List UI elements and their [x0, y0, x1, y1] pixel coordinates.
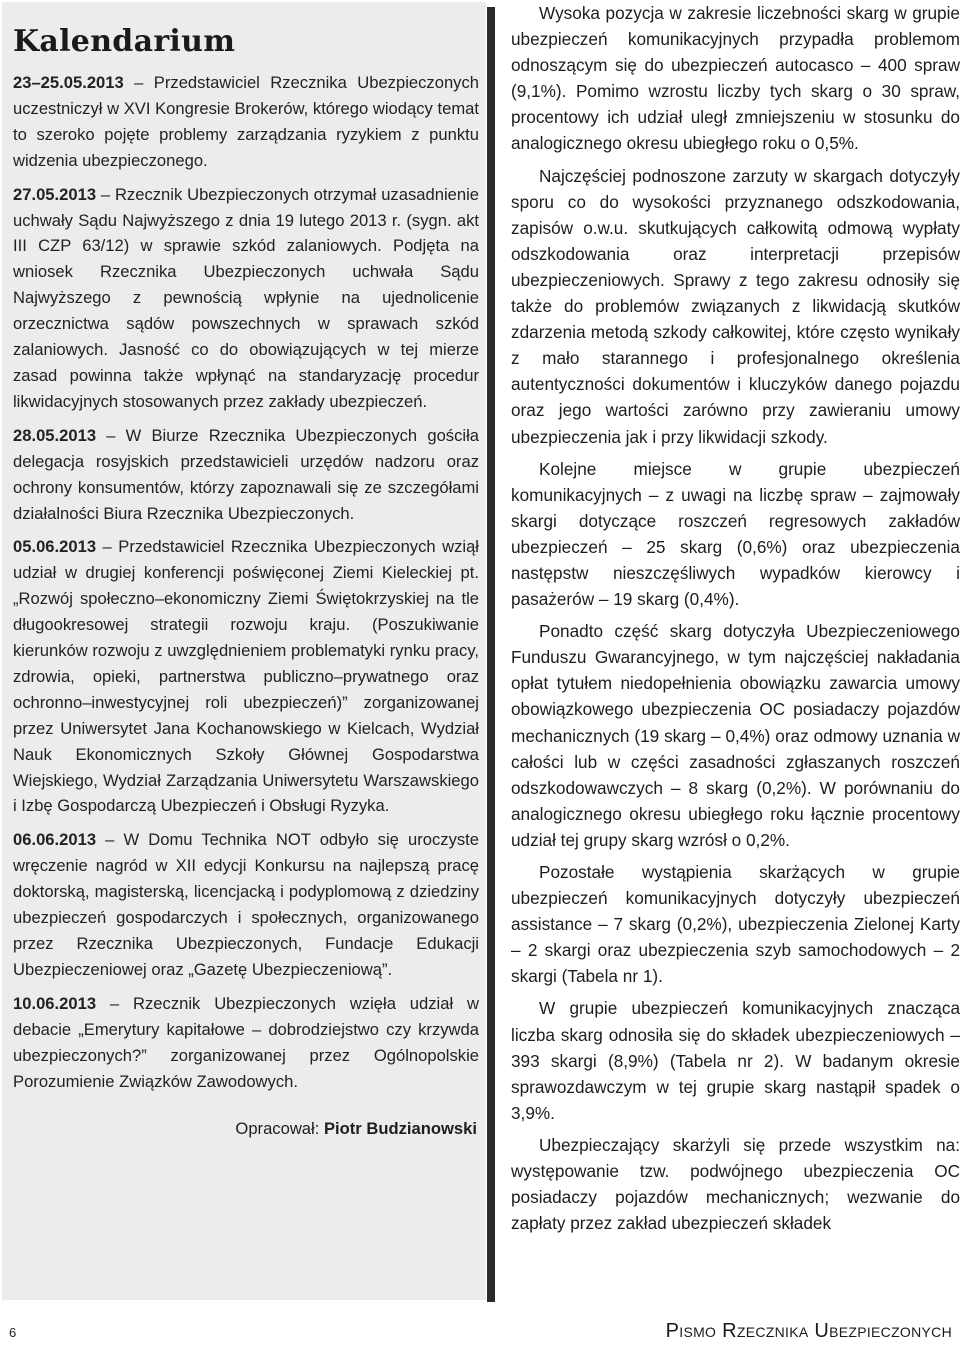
author-name: Piotr Budzianowski: [323, 1119, 477, 1139]
article-paragraph: Wysoka pozycja w zakresie liczebności skarg w grupie ubezpieczeń komunikacyjnych przypadła problemom odnoszącym się do ubezpieczeń autocasco – 400 spraw (9,1%). Pomimo wzrostu liczby tych skarg o 30 spraw, procentowy ich udział uległ zmniejszeniu w stosunku do analogicznego okresu ubiegłego roku o 0,5%.: [511, 3, 960, 154]
page-number: 6: [9, 1325, 17, 1340]
entry-text: – W Domu Technika NOT odbyło się uroczyste wręczenie nagród w XII edycji Konkursu na najlepszą pracę doktorską, magisterską, licencjacką i podyplomową z dziedziny ubezpieczeń gospodarczych i społecznych, organizowanego przez Rzecznika Ubezpieczonych, Fundacje Edukacji Ubezpieczeniowej oraz „Gazetę Ubezpieczeniową”.: [13, 830, 479, 979]
entry-date: 23–25.05.2013: [13, 73, 124, 92]
calendar-entry: [13, 423, 479, 527]
entry-text: – Przedstawiciel Rzecznika Ubezpieczonych wziął udział w drugiej konferencji poświęconej Ziemi Kieleckiej pt. „Rozwój społeczno–ekonomiczny Ziemi Świętokrzyskiej na tle długookresowej strategii rozwoju kraju. (Poszukiwanie kierunków rozwoju z uwzględnieniem problematyki rynku pracy, zdrowia, opieki, partnerstwa publiczno–prywatnego oraz ochronno–inwestycyjnej roli ubezpieczeń)” zorganizowanej przez Uniwersytet Jana Kochanowskiego w Kielcach, Wydział Nauk Ekonomicznych Szkoły Głównej Gospodarstwa Wiejskiego, Wydział Zarządzania Uniwersytetu Warszawskiego i Izbę Gospodarczą Ubezpieczeń i Obsługi Ryzyka.: [13, 537, 479, 816]
kalendarium-title: Kalendarium: [13, 24, 236, 59]
article-paragraph: W grupie ubezpieczeń komunikacyjnych znacząca liczba skarg odnosiła się do składek ubezpieczeniowych – 393 skargi (8,9%) (Tabela nr 2). W badanym okresie sprawozdawczym w tej grupie skarg nastąpił spadek o 3,9%.: [511, 998, 960, 1123]
article-column: [511, 0, 960, 1242]
article-paragraph: Pozostałe wystąpienia skarżących w grupie ubezpieczeń komunikacyjnych dotyczyły ubezpieczeń assistance – 7 skarg (0,2%), ubezpieczenia Zielonej Karty – 2 skargi oraz ubezpieczenia szyb samochodowych – 2 skargi (Tabela nr 1).: [511, 862, 960, 987]
calendar-entry: [13, 991, 479, 1095]
entry-date: 10.06.2013: [13, 993, 97, 1013]
author-credit: [13, 1116, 479, 1142]
entry-date: 05.06.2013: [13, 537, 97, 557]
entry-date: 06.06.2013: [13, 830, 97, 850]
entry-text: – Przedstawiciel Rzecznika Ubezpieczonych uczestniczył w XVI Kongresie Brokerów, którego wiodący temat to szeroko pojęte problemy zarządzania ryzykiem z punktu widzenia ubezpieczonego.: [13, 73, 479, 170]
entry-text: – Rzecznik Ubezpieczonych otrzymał uzasadnienie uchwały Sądu Najwyższego z dnia 19 lutego 2013 r. (sygn. akt III CZP 63/12) w sprawie szkód zalaniowych. Podjęta na wniosek Rzecznika Ubezpieczonych uchwała Sądu Najwyższego z pewnością wpłynie na ujednolicenie orzecznictwa sądów powszechnych w sprawach szkód zalaniowych. Jasność co do obowiązujących w tej mierze zasad powinna także wpłynąć na standaryzację procedur likwidacyjnych stosowanych przez zakłady ubezpieczeń.: [13, 184, 479, 411]
author-label: Opracował:: [235, 1119, 324, 1139]
entry-date: 28.05.2013: [13, 425, 97, 445]
article-paragraph: Ubezpieczający skarżyli się przede wszystkim na: występowanie tzw. podwójnego ubezpieczenia OC posiadaczy pojazdów mechanicznych; wezwanie do zapłaty przez zakład ubezpieczeń składek: [511, 1134, 960, 1234]
calendar-entry: [13, 534, 479, 819]
article-paragraph: Ponadto część skarg dotyczyła Ubezpieczeniowego Funduszu Gwarancyjnego, w tym najczęściej nakładania opłat tytułem niedopełnienia obowiązku zawarcia umowy obowiązkowego ubezpieczenia OC posiadaczy pojazdów mechanicznych (19 skarg – 0,4%) oraz odmowy uznania w całości lub w części zasadności zgłaszanych roszczeń odszkodowawczych – 8 skarg (0,2%). W porównaniu do analogicznego okresu ubiegłego roku łącznie procentowy udział tej grupy skarg wzrósł o 0,2%.: [511, 621, 960, 850]
entry-date: 27.05.2013: [13, 184, 97, 204]
calendar-entry: [13, 182, 479, 415]
sidebar-shadow: [487, 7, 495, 1302]
sidebar-content: [13, 22, 479, 1142]
entry-text: – W Biurze Rzecznika Ubezpieczonych gościła delegacja rosyjskich przedstawicieli urzędów nadzoru oraz ochrony konsumentów, którzy zapoznawali się ze szczegółami działalności Biura Rzecznika Ubezpieczonych.: [13, 425, 479, 523]
calendar-entry: [13, 827, 479, 982]
journal-name: Pismo Rzecznika Ubezpieczonych: [665, 1320, 952, 1342]
calendar-entry: [13, 70, 479, 174]
article-paragraph: Najczęściej podnoszone zarzuty w skargach dotyczyły sporu co do wysokości przyznanego odszkodowania, zapisów o.w.u. skutkujących całkowitą odmową wypłaty odszkodowania oraz interpretacji przepisów ubezpieczeniowych. Sprawy z tego zakresu odnosiły się także do problemów związanych z likwidacją skutków zdarzenia metodą szkody całkowitej, które często wynikały z mało starannego i profesjonalnego określenia autentyczności dokumentów i kluczyków danego pojazdu oraz jego wartości zarówno przy zawieraniu umowy ubezpieczenia jak i przy likwidacji szkody.: [511, 165, 960, 447]
article-paragraph: Kolejne miejsce w grupie ubezpieczeń komunikacyjnych – z uwagi na liczbę spraw – zajmowały skargi dotyczące roszczeń regresowych zakładów ubezpieczeń – 25 skarg (0,6%) oraz ubezpieczenia następstw nieszczęśliwych wypadków kierowcy i pasażerów – 19 skarg (0,4%).: [511, 458, 960, 610]
entry-text: – Rzecznik Ubezpieczonych wzięła udział w debacie „Emerytury kapitałowe – dobrodziejstwo czy krzywda ubezpieczonych?” zorganizowanej przez Ogólnopolskie Porozumienie Związków Zawodowych.: [13, 993, 479, 1091]
